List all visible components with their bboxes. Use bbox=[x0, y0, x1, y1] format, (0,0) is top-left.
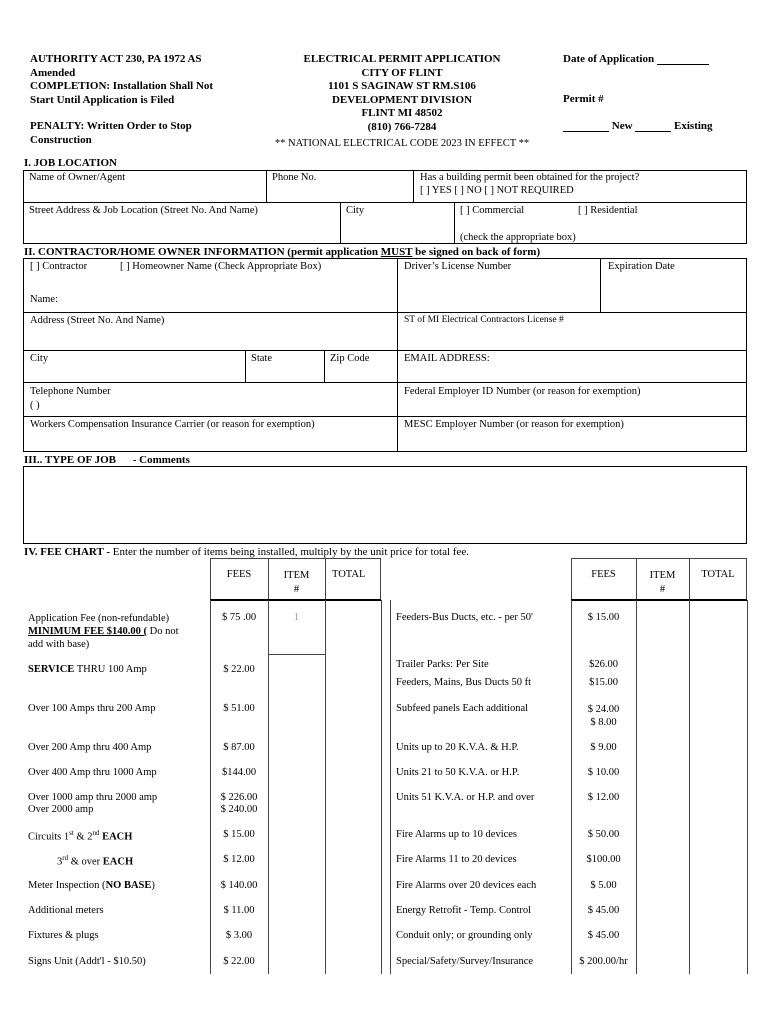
start-text: Start Until Application is Filed bbox=[30, 93, 175, 106]
row-fee: $ 75 .00 bbox=[221, 612, 257, 623]
left-item-cell[interactable] bbox=[269, 922, 324, 946]
col-item-right-hash: # bbox=[659, 584, 666, 595]
col-fees-right: FEES bbox=[591, 569, 616, 580]
row-fee: $ 15.00 bbox=[223, 829, 255, 840]
row-fee bbox=[571, 656, 636, 692]
zip-label: Zip Code bbox=[330, 353, 370, 364]
fein-field[interactable] bbox=[402, 399, 742, 414]
row-fee: $ 22.00 bbox=[223, 664, 255, 675]
row-energy-retrofit: Energy Retrofit - Temp. Control bbox=[396, 905, 532, 916]
right-total-cell[interactable] bbox=[690, 734, 746, 757]
left-total-cell[interactable] bbox=[326, 734, 380, 757]
right-total-cell[interactable] bbox=[690, 784, 746, 819]
address-field[interactable] bbox=[28, 328, 392, 348]
right-total-cell[interactable] bbox=[690, 602, 746, 654]
row-fee-2: $ 240.00 bbox=[220, 804, 258, 815]
row-fee: $100.00 bbox=[586, 854, 621, 865]
divider bbox=[454, 202, 455, 244]
right-item-cell[interactable] bbox=[637, 948, 688, 972]
owner-field[interactable] bbox=[28, 182, 264, 200]
name-label: Name: bbox=[30, 294, 58, 305]
left-total-cell[interactable] bbox=[326, 695, 380, 732]
row-over-1000 bbox=[28, 792, 157, 816]
name-field[interactable] bbox=[64, 290, 392, 308]
phone-field[interactable] bbox=[270, 182, 410, 200]
divider bbox=[381, 600, 382, 974]
row-fee: $ 3.00 bbox=[225, 930, 253, 941]
divider bbox=[324, 350, 325, 382]
new-label: New bbox=[611, 120, 633, 132]
row-circuits bbox=[28, 829, 132, 843]
owner-label: Name of Owner/Agent bbox=[29, 172, 126, 183]
left-total-cell[interactable] bbox=[326, 602, 380, 654]
divider bbox=[340, 202, 341, 244]
left-item-cell[interactable] bbox=[269, 759, 324, 782]
row-desc: Over 1000 amp thru 2000 amp bbox=[28, 792, 158, 803]
row-over-100: Over 100 Amps thru 200 Amp bbox=[28, 703, 156, 714]
right-item-cell[interactable] bbox=[637, 821, 688, 844]
col-item-left bbox=[268, 569, 325, 597]
phone-label: Phone No. bbox=[272, 172, 317, 183]
comments-label: - Comments bbox=[132, 454, 190, 466]
divider bbox=[325, 558, 326, 600]
row-fee: $ 22.00 bbox=[223, 956, 255, 967]
row-additional-meters: Additional meters bbox=[28, 905, 104, 916]
header-left bbox=[30, 53, 213, 107]
row-fee: $ 45.00 bbox=[587, 905, 620, 916]
left-total-cell[interactable] bbox=[326, 656, 380, 693]
col-total-right: TOTAL bbox=[701, 569, 735, 580]
left-total-cell[interactable] bbox=[326, 846, 380, 870]
right-item-cell[interactable] bbox=[637, 922, 688, 946]
license-label: ST of MI Electrical Contractors License # bbox=[404, 315, 564, 325]
right-item-cell[interactable] bbox=[637, 695, 688, 732]
fein-label: Federal Employer ID Number (or reason for exemption) bbox=[404, 386, 641, 397]
row-fee: $ 10.00 bbox=[587, 767, 620, 778]
email-label: EMAIL ADDRESS: bbox=[404, 353, 490, 364]
city-label: City bbox=[346, 205, 365, 216]
row-over-200: Over 200 Amp thru 400 Amp bbox=[28, 742, 152, 753]
row-desc-b: THRU 100 Amp bbox=[74, 664, 147, 675]
city-field[interactable] bbox=[344, 218, 450, 242]
email-field[interactable] bbox=[500, 352, 742, 380]
divider bbox=[23, 202, 747, 203]
authority-text: AUTHORITY ACT 230, PA 1972 AS bbox=[30, 53, 202, 65]
row-desc: Meter Inspection ( bbox=[28, 880, 106, 891]
fee-chart-title: IV. FEE CHART - bbox=[24, 546, 111, 558]
row-desc: SERVICE bbox=[28, 664, 75, 675]
left-total-cell[interactable] bbox=[326, 759, 380, 782]
row-fee-1: $26.00 bbox=[589, 659, 618, 670]
row-fire-10: Fire Alarms up to 10 devices bbox=[396, 829, 518, 840]
left-item-cell[interactable] bbox=[269, 948, 324, 972]
divider bbox=[23, 416, 747, 417]
division-name: DEVELOPMENT DIVISION bbox=[331, 93, 473, 106]
address-label: Address (Street No. And Name) bbox=[30, 315, 165, 326]
date-label: Date of Application bbox=[563, 53, 655, 65]
section-4-heading bbox=[24, 546, 469, 558]
city-name: CITY OF FLINT bbox=[361, 66, 443, 79]
col-fees-left: FEES bbox=[226, 569, 252, 580]
divider bbox=[210, 600, 211, 974]
row-fee: $ 12.00 bbox=[223, 854, 255, 865]
date-field[interactable] bbox=[657, 54, 709, 65]
row-circuits-3rd bbox=[57, 854, 133, 868]
row-fee: $ 87.00 bbox=[223, 742, 255, 753]
penalty-block bbox=[30, 120, 192, 147]
row-meter-inspection bbox=[28, 880, 155, 891]
license-field[interactable] bbox=[402, 328, 742, 348]
row-desc-mid: & 2 bbox=[73, 831, 93, 843]
col-item-right-label: ITEM bbox=[649, 570, 676, 581]
left-item-cell[interactable] bbox=[269, 656, 324, 693]
row-fixtures: Fixtures & plugs bbox=[28, 930, 99, 941]
row-desc: 3 bbox=[57, 856, 63, 868]
right-total-cell[interactable] bbox=[690, 897, 746, 920]
left-item-cell[interactable] bbox=[269, 846, 324, 870]
row-subfeed: Subfeed panels Each additional bbox=[396, 703, 529, 714]
sup: rd bbox=[62, 854, 69, 862]
homeowner-checkbox[interactable]: [ ] Homeowner Name (Check Appropriate Box) bbox=[120, 261, 322, 272]
drivers-license-label: Driver’s License Number bbox=[404, 261, 512, 272]
right-item-cell[interactable] bbox=[637, 602, 688, 654]
section-2-heading-b: be signed on back of form) bbox=[412, 246, 541, 258]
row-desc-min: MINIMUM FEE $140.00 ( bbox=[28, 626, 147, 637]
office-address: 1101 S SAGINAW ST RM.S106 bbox=[328, 80, 476, 92]
section-2-must: MUST bbox=[380, 246, 413, 258]
street-field[interactable] bbox=[28, 218, 336, 242]
row-application-fee bbox=[28, 612, 179, 651]
workers-comp-label: Workers Compensation Insurance Carrier (or reason for exemption) bbox=[30, 419, 315, 430]
telephone-label: Telephone Number bbox=[30, 386, 111, 397]
divider bbox=[397, 258, 398, 452]
right-item-cell[interactable] bbox=[637, 872, 688, 895]
row-fee: $ 200.00/hr bbox=[579, 956, 628, 967]
row-conduit: Conduit only; or grounding only bbox=[396, 930, 533, 941]
completion-text: COMPLETION: Installation Shall Not bbox=[30, 80, 214, 92]
left-item-cell[interactable] bbox=[269, 695, 324, 732]
row-fee: $ 11.00 bbox=[223, 905, 255, 916]
col-item-left-hash: # bbox=[293, 584, 300, 595]
right-total-cell[interactable] bbox=[690, 846, 746, 870]
col-total-left: TOTAL bbox=[332, 569, 366, 580]
divider bbox=[266, 170, 267, 202]
row-fee bbox=[571, 703, 636, 729]
row-units-51: Units 51 K.V.A. or H.P. and over bbox=[396, 792, 535, 803]
right-item-cell[interactable] bbox=[637, 846, 688, 870]
right-total-cell[interactable] bbox=[690, 695, 746, 732]
contractor-city-field[interactable] bbox=[28, 366, 242, 380]
left-total-cell[interactable] bbox=[326, 784, 380, 819]
type-of-job-label: III.. TYPE OF JOB bbox=[24, 454, 116, 466]
divider bbox=[600, 258, 601, 312]
divider bbox=[571, 599, 747, 601]
left-total-cell[interactable] bbox=[326, 897, 380, 920]
left-total-cell[interactable] bbox=[326, 821, 380, 844]
col-item-right bbox=[636, 569, 689, 597]
divider bbox=[747, 600, 748, 974]
row-signs: Signs Unit (Addt'l - $10.50) bbox=[28, 956, 146, 967]
row-fee: $144.00 bbox=[221, 767, 257, 778]
expiration-label: Expiration Date bbox=[608, 261, 675, 272]
right-item-cell[interactable] bbox=[637, 784, 688, 819]
type-of-job-field[interactable] bbox=[23, 466, 747, 544]
left-item-cell[interactable] bbox=[269, 897, 324, 920]
residential-checkbox[interactable]: [ ] Residential bbox=[578, 205, 638, 216]
col-item-left-label: ITEM bbox=[283, 570, 310, 581]
row-units-21-50: Units 21 to 50 K.V.A. or H.P. bbox=[396, 767, 520, 778]
row-fee: $ 50.00 bbox=[587, 829, 620, 840]
left-item-cell[interactable] bbox=[269, 784, 324, 819]
row-desc: Trailer Parks: Per Site bbox=[396, 659, 489, 670]
right-total-cell[interactable] bbox=[690, 821, 746, 844]
row-desc-3: add with base) bbox=[28, 639, 90, 650]
row-fee: $ 5.00 bbox=[590, 880, 617, 891]
existing-field[interactable] bbox=[635, 121, 671, 132]
contractor-checkbox[interactable]: [ ] Contractor bbox=[30, 261, 88, 272]
left-total-cell[interactable] bbox=[326, 948, 380, 972]
existing-label: Existing bbox=[674, 120, 713, 132]
divider bbox=[23, 382, 747, 383]
section-3-heading bbox=[24, 454, 190, 466]
row-desc-c: ) bbox=[151, 880, 155, 891]
right-item-cell[interactable] bbox=[637, 656, 688, 693]
row-special: Special/Safety/Survey/Insurance bbox=[396, 956, 534, 967]
right-total-cell[interactable] bbox=[690, 922, 746, 946]
form-title: ELECTRICAL PERMIT APPLICATION bbox=[303, 53, 501, 65]
zip-field[interactable] bbox=[328, 366, 394, 380]
building-permit-question: Has a building permit been obtained for the project? bbox=[420, 172, 640, 183]
row-trailer-parks bbox=[396, 656, 531, 692]
row-desc-b: & over bbox=[68, 856, 103, 868]
state-field[interactable] bbox=[249, 366, 321, 380]
right-item-cell[interactable] bbox=[637, 734, 688, 757]
row-fee: $ 12.00 bbox=[587, 792, 620, 803]
left-total-cell[interactable] bbox=[326, 872, 380, 895]
drivers-license-field[interactable] bbox=[402, 276, 596, 308]
row-item-count[interactable]: 1 bbox=[293, 612, 300, 623]
row-fire-11-20: Fire Alarms 11 to 20 devices bbox=[396, 854, 517, 865]
check-note: (check the appropriate box) bbox=[460, 232, 576, 243]
workers-comp-field[interactable] bbox=[28, 432, 392, 450]
header-center bbox=[262, 53, 542, 134]
divider bbox=[23, 350, 747, 351]
row-fee: $ 140.00 bbox=[220, 880, 258, 891]
right-item-cell[interactable] bbox=[637, 759, 688, 782]
state-label: State bbox=[251, 353, 272, 364]
right-total-cell[interactable] bbox=[690, 872, 746, 895]
row-desc: Circuits 1 bbox=[28, 831, 70, 843]
sup: st bbox=[69, 829, 74, 837]
commercial-checkbox[interactable]: [ ] Commercial bbox=[460, 205, 525, 216]
right-total-cell[interactable] bbox=[690, 948, 746, 972]
row-desc: Application Fee (non-refundable) bbox=[28, 613, 170, 624]
row-fee-2: $15.00 bbox=[589, 677, 618, 688]
sup: nd bbox=[92, 829, 100, 837]
row-desc-c: EACH bbox=[102, 856, 134, 868]
left-item-cell[interactable] bbox=[269, 821, 324, 844]
row-over-400: Over 400 Amp thru 1000 Amp bbox=[28, 767, 157, 778]
row-desc-b: NO BASE bbox=[105, 880, 152, 891]
right-item-cell[interactable] bbox=[637, 897, 688, 920]
divider bbox=[413, 170, 414, 202]
row-fee-2: $ 8.00 bbox=[590, 717, 617, 728]
divider bbox=[390, 600, 391, 974]
row-units-20: Units up to 20 K.V.A. & H.P. bbox=[396, 742, 519, 753]
section-2-heading bbox=[24, 246, 540, 258]
row-fire-over-20: Fire Alarms over 20 devices each bbox=[396, 880, 537, 891]
new-field[interactable] bbox=[563, 121, 609, 132]
row-desc-b: EACH bbox=[99, 831, 133, 843]
amended-text: Amended bbox=[30, 66, 76, 79]
row-fee: $ 15.00 bbox=[587, 612, 620, 623]
section-1-heading: I. JOB LOCATION bbox=[24, 157, 118, 169]
city-state-zip: FLINT MI 48502 bbox=[361, 107, 443, 119]
section-2-heading-a: II. CONTRACTOR/HOME OWNER INFORMATION (permit application bbox=[24, 246, 381, 258]
contractor-city-label: City bbox=[30, 353, 49, 364]
right-total-cell[interactable] bbox=[690, 759, 746, 782]
street-label: Street Address & Job Location (Street No. And Name) bbox=[29, 205, 258, 216]
row-fee: $ 45.00 bbox=[587, 930, 620, 941]
divider bbox=[245, 350, 246, 382]
permit-number-label: Permit # bbox=[563, 93, 604, 105]
code-notice: ** NATIONAL ELECTRICAL CODE 2023 IN EFFECT ** bbox=[274, 138, 530, 149]
left-item-cell[interactable] bbox=[269, 734, 324, 757]
fee-chart-instructions: Enter the number of items being installed, multiply by the unit price for total fee. bbox=[110, 546, 469, 558]
new-existing bbox=[563, 120, 713, 132]
expiration-field[interactable] bbox=[605, 276, 743, 308]
construction-text: Construction bbox=[30, 133, 92, 146]
office-phone: (810) 766-7284 bbox=[367, 120, 437, 133]
row-fee: $ 9.00 bbox=[590, 742, 617, 753]
mesc-field[interactable] bbox=[402, 432, 742, 450]
date-of-application bbox=[563, 53, 709, 65]
building-permit-options[interactable]: [ ] YES [ ] NO [ ] NOT REQUIRED bbox=[420, 185, 574, 196]
mesc-label: MESC Employer Number (or reason for exemption) bbox=[404, 419, 624, 430]
telephone-field[interactable]: ( ) bbox=[30, 400, 40, 411]
row-fee-1: $ 226.00 bbox=[220, 792, 258, 803]
row-service bbox=[28, 664, 147, 675]
left-total-cell[interactable] bbox=[326, 922, 380, 946]
left-item-cell[interactable] bbox=[269, 872, 324, 895]
divider bbox=[23, 312, 747, 313]
row-feeders: Feeders-Bus Ducts, etc. - per 50' bbox=[396, 612, 533, 623]
divider bbox=[210, 599, 381, 601]
right-total-cell[interactable] bbox=[690, 656, 746, 693]
divider bbox=[268, 654, 325, 655]
row-fee: $ 51.00 bbox=[223, 703, 255, 714]
row-desc-min-b: Do not bbox=[147, 626, 179, 637]
row-fee-1: $ 24.00 bbox=[587, 704, 620, 715]
row-desc-2: Over 2000 amp bbox=[28, 804, 94, 815]
row-fee bbox=[210, 792, 268, 816]
penalty-text: PENALTY: Written Order to Stop bbox=[30, 120, 192, 132]
row-desc-2: Feeders, Mains, Bus Ducts 50 ft bbox=[396, 677, 532, 688]
